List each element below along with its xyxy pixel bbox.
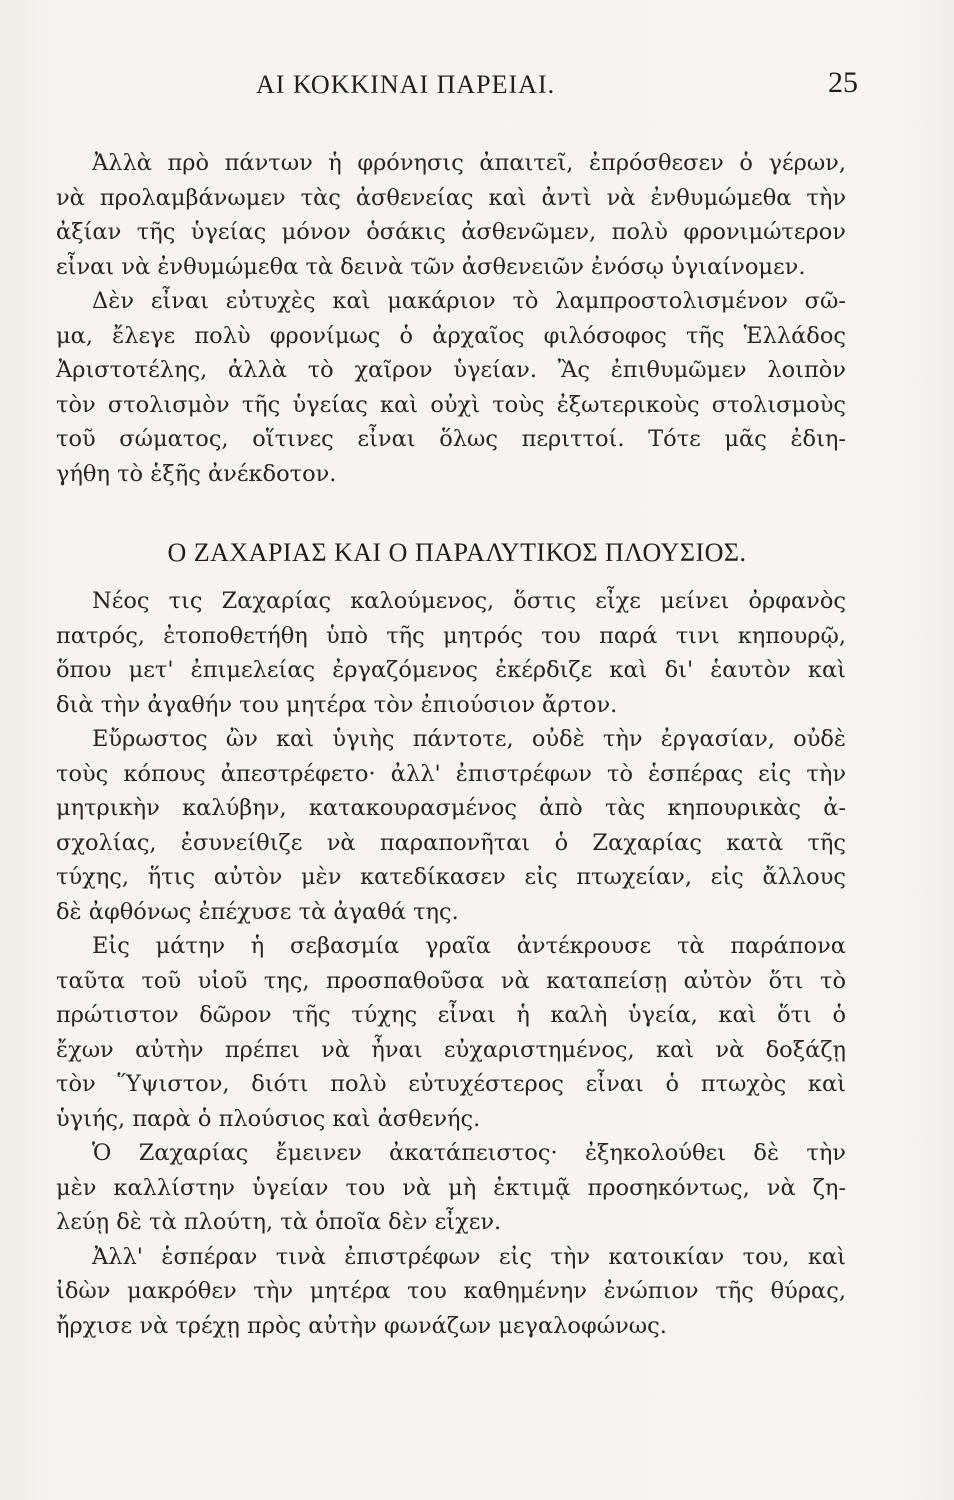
text-line: ἤρχισε νὰ τρέχῃ πρὸς αὐτὴν φωνάζων μεγαλοφώνως. bbox=[56, 1312, 667, 1339]
text-line: Ὁ Ζαχαρίας ἔμεινεν ἀκατάπειστος· ἐξηκολούθει δὲ τὴν bbox=[92, 1140, 846, 1166]
text-line: Δὲν εἶναι εὐτυχὲς καὶ μακάριον τὸ λαμπροστολισμένον σῶ- bbox=[92, 288, 846, 314]
text-line: ἀξίαν τῆς ὑγείας μόνον ὁσάκις ἀσθενῶμεν, πολὺ φρονιμώτερον bbox=[56, 219, 846, 245]
text-line: εἶναι νὰ ἐνθυμώμεθα τὰ δεινὰ τῶν ἀσθενειῶν ἐνόσῳ ὑγιαίνομεν. bbox=[56, 253, 806, 280]
running-title: ΑΙ ΚΟΚΚΙΝΑΙ ΠΑΡΕΙΑΙ. bbox=[256, 70, 556, 99]
text-line: Εὔρωστος ὢν καὶ ὑγιὴς πάντοτε, οὐδὲ τὴν ἐργασίαν, οὐδὲ bbox=[92, 726, 846, 752]
text-line: τύχης, ἥτις αὐτὸν μὲν κατεδίκασεν εἰς πτωχείαν, εἰς ἄλλους bbox=[56, 864, 846, 890]
text-line: διὰ τὴν ἀγαθήν του μητέρα τὸν ἐπιούσιον ἄρτον. bbox=[56, 691, 618, 718]
text-line: μα, ἔλεγε πολὺ φρονίμως ὁ ἀρχαῖος φιλόσοφος τῆς Ἑλλάδος bbox=[56, 322, 846, 349]
text-line: τοὺς κόπους ἀπεστρέφετο· ἀλλ' ἐπιστρέφων τὸ ἑσπέρας εἰς τὴν bbox=[56, 760, 846, 787]
section-heading: Ο ΖΑΧΑΡΙΑΣ ΚΑΙ Ο ΠΑΡΑΛΥΤΙΚΟΣ ΠΛΟΥΣΙΟΣ. bbox=[167, 538, 747, 567]
text-line: πατρός, ἐτοποθετήθη ὑπὸ τῆς μητρός του παρά τινι κηπουρῷ, bbox=[56, 622, 846, 649]
text-line: τὸν Ὕψιστον, διότι πολὺ εὐτυχέστερος εἶναι ὁ πτωχὸς καὶ bbox=[56, 1071, 846, 1097]
text-line: τὸν στολισμὸν τῆς ὑγείας καὶ οὐχὶ τοὺς ἐξωτερικοὺς στολισμοὺς bbox=[56, 391, 846, 418]
page-number: 25 bbox=[828, 66, 858, 99]
text-line: νὰ προλαμβάνωμεν τὰς ἀσθενείας καὶ ἀντὶ νὰ ἐνθυμώμεθα τὴν bbox=[56, 184, 846, 211]
text-line: δὲ ἀφθόνως ἐπέχυσε τὰ ἀγαθά της. bbox=[56, 898, 459, 925]
text-line: ὅπου μετ' ἐπιμελείας ἐργαζόμενος ἐκέρδιζε καὶ δι' ἑαυτὸν καὶ bbox=[56, 657, 846, 683]
intro-paragraphs bbox=[56, 146, 846, 491]
text-line: μητρικὴν καλύβην, κατακουρασμένος ἀπὸ τὰς κηπουρικὰς ἀ- bbox=[56, 795, 846, 821]
text-line: Ἀριστοτέλης, ἀλλὰ τὸ χαῖρον ὑγείαν. Ἂς ἐπιθυμῶμεν λοιπὸν bbox=[56, 357, 846, 383]
text-line: πρώτιστον δῶρον τῆς τύχης εἶναι ἡ καλὴ ὑγεία, καὶ ὅτι ὁ bbox=[56, 1002, 846, 1028]
text-line: γήθη τὸ ἑξῆς ἀνέκδοτον. bbox=[56, 460, 337, 487]
text-line: ἰδὼν μακρόθεν τὴν μητέρα του καθημένην ἐνώπιον τῆς θύρας, bbox=[56, 1278, 846, 1304]
running-head bbox=[56, 64, 856, 110]
text-line: Ἀλλὰ πρὸ πάντων ἡ φρόνησις ἀπαιτεῖ, ἐπρόσθεσεν ὁ γέρων, bbox=[92, 150, 846, 176]
text-line: Ἀλλ' ἑσπέραν τινὰ ἐπιστρέφων εἰς τὴν κατοικίαν του, καὶ bbox=[92, 1243, 846, 1270]
text-line: ἔχων αὐτὴν πρέπει νὰ ἦναι εὐχαριστημένος, καὶ νὰ δοξάζῃ bbox=[56, 1036, 846, 1063]
text-line: Νέος τις Ζαχαρίας καλούμενος, ὅστις εἶχε μείνει ὀρφανὸς bbox=[92, 588, 846, 614]
text-line: Εἰς μάτην ἡ σεβασμία γραῖα ἀντέκρουσε τὰ παράπονα bbox=[92, 933, 846, 959]
text-line: σχολίας, ἐσυνείθιζε νὰ παραπονῆται ὁ Ζαχαρίας κατὰ τῆς bbox=[56, 829, 846, 856]
text-line: μὲν καλλίστην ὑγείαν του νὰ μὴ ἐκτιμᾷ προσηκόντως, νὰ ζη- bbox=[56, 1174, 846, 1201]
story-paragraphs bbox=[56, 584, 846, 1343]
text-line: λεύῃ δὲ τὰ πλούτη, τὰ ὁποῖα δὲν εἶχεν. bbox=[56, 1209, 502, 1235]
text-line: τοῦ σώματος, οἵτινες εἶναι ὅλως περιττοί. Τότε μᾶς ἐδιη- bbox=[56, 426, 846, 452]
text-line: ὑγιής, παρὰ ὁ πλούσιος καὶ ἀσθενής. bbox=[56, 1105, 481, 1132]
text-line: ταῦτα τοῦ υἱοῦ της, προσπαθοῦσα νὰ καταπείσῃ αὐτὸν ὅτι τὸ bbox=[56, 967, 846, 994]
